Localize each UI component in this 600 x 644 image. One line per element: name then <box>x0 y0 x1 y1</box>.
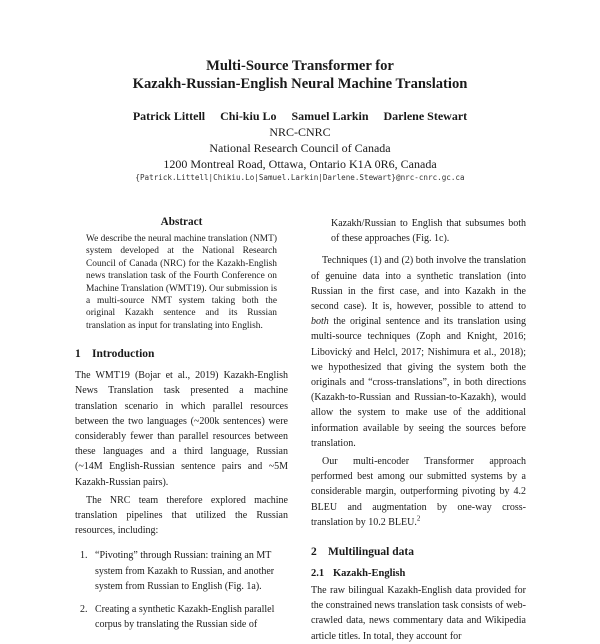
title-line-2: Kazakh-Russian-English Neural Machine Translation <box>132 76 468 92</box>
abstract-heading: Abstract <box>160 216 203 228</box>
address: 1200 Montreal Road, Ottawa, Ontario K1A 0R6, Canada <box>163 157 437 171</box>
techniques-text-rest: the original sentence and its translation using multi-source techniques (Zoph and Knight, 2016; Libovický and Helcl, 2017; Nishimura et al., 2018); we hypothesized that giving the system both the originals and “cross-translations”, in both directions (Kazakh-to-Russian and Russian-to-Kazakh), would allow the system to make use of the additional information available by seeing the sources before translation. <box>311 316 526 449</box>
list-text: Creating a synthetic Kazakh-English parallel corpus by translating the Russian side of <box>95 604 275 631</box>
left-column <box>75 215 288 641</box>
section-title: Introduction <box>92 348 155 361</box>
author-names <box>0 108 600 124</box>
techniques-text: Techniques (1) and (2) both involve the translation of genuine data into a synthetic translation (into Russian in the first case, and into Kazakh in the second case). It is, however, possible to attend to <box>311 255 526 313</box>
techniques-paragraph <box>311 253 526 451</box>
results-text: Our multi-encoder Transformer approach performed best among our submitted systems by a considerable margin, outperforming pivoting by 4.2 BLEU and augmentation by one-way cross-translation by 10.2 BLEU. <box>311 456 526 528</box>
footnote-marker: 2 <box>416 514 421 523</box>
author-emails: {Patrick.Littell|Chikiu.Lo|Samuel.Larkin|Darlene.Stewart}@nrc-cnrc.gc.ca <box>135 173 465 182</box>
list-number: 2. <box>80 604 88 616</box>
pipeline-list <box>75 548 288 632</box>
author-2: Chi-kiu Lo <box>220 109 277 123</box>
emphasis-both: both <box>311 316 329 328</box>
section-2-heading <box>311 544 526 560</box>
list-continuation: Kazakh/Russian to English that subsumes both of these approaches (Fig. 1c). <box>331 218 526 245</box>
subsection-2-1-heading <box>311 566 526 581</box>
subsection-number: 2.1 <box>311 568 325 580</box>
kazakh-english-paragraph: The raw bilingual Kazakh-English data provided for the constrained news translation task consists of web-crawled data, news commentary data and Wikipedia article titles. In total, they account for <box>311 585 526 642</box>
author-1: Patrick Littell <box>132 109 206 123</box>
section-1-heading <box>75 346 288 362</box>
subsection-title: Kazakh-English <box>333 568 406 580</box>
list-item <box>75 602 288 632</box>
paper-title <box>0 57 600 93</box>
intro-paragraph-2: The NRC team therefore explored machine translation pipelines that utilized the Russian resources, including: <box>75 494 288 537</box>
title-line-1: Multi-Source Transformer for <box>206 58 394 74</box>
abstract-text: We describe the neural machine translation (NMT) system developed at the National Research Council of Canada (NRC) for the Kazakh-English news translation task of the Fourth Conference on Machine Translation (WMT19). Our submission is a multi-source NMT system taking both the original Kazakh sentence and its Russian translation as input for translating into English. <box>86 234 277 331</box>
list-text: “Pivoting” through Russian: training an MT system from Kazakh to Russian, and another system from Russian to English (Fig. 1a). <box>95 550 275 592</box>
intro-paragraph-1: The WMT19 (Bojar et al., 2019) Kazakh-English News Translation task presented a machine translation scenario in which parallel resources between the two languages (~200k sentences) were considerably fewer than parallel resources between these languages and a third language, Russian (~14M English-Russian sentence pairs and ~5M Kazakh-Russian pairs). <box>75 370 288 488</box>
list-item <box>75 548 288 594</box>
results-paragraph <box>311 454 526 530</box>
author-block <box>0 108 600 172</box>
author-4: Darlene Stewart <box>383 109 468 123</box>
org-full: National Research Council of Canada <box>209 141 391 155</box>
section-title: Multilingual data <box>328 546 414 559</box>
section-number: 1 <box>75 348 81 361</box>
section-number: 2 <box>311 546 317 559</box>
org-short: NRC-CNRC <box>269 125 331 139</box>
author-3: Samuel Larkin <box>291 109 369 123</box>
list-number: 1. <box>80 550 88 562</box>
right-column <box>311 216 526 644</box>
